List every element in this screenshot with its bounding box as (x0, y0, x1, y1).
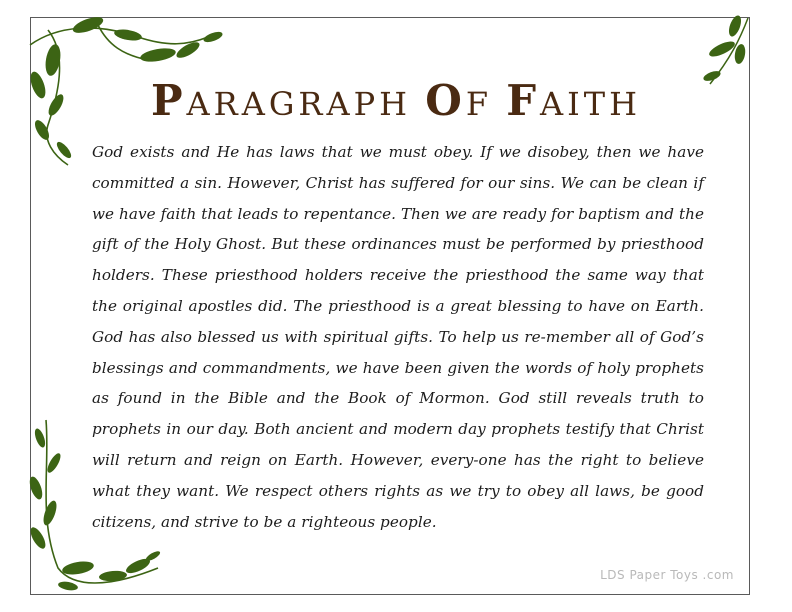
site-credit: LDS Paper Toys .com (600, 568, 734, 582)
page-title (0, 76, 792, 125)
title-word-paragraph: ARAGRAPH (186, 85, 426, 123)
faith-paragraph: God exists and He has laws that we must obey. If we disobey, then we have committed a sin. However, Christ has suffered for our sins. We can be clean if we have faith that leads to repentance. Then we are ready for baptism and the gift of the Holy Ghost. But these ordinances must be performed by priesthood holders. These priesthood holders receive the priesthood the same way that the original apostles did. The priesthood is a great blessing to have on Earth. God has also blessed us with spiritual gifts. To help us re-member all of God’s blessings and commandments, we have been given the words of holy prophets as found in the Bible and the Book of Mormon. God still reveals truth to prophets in our day. Both ancient and modern day prophets testify that Christ will return and reign on Earth. However, every-one has the right to believe what they want. We respect others rights as we try to obey all laws, be good citizens, and strive to be a righteous people. (92, 143, 704, 531)
title-initial-p: P (150, 76, 187, 125)
title-initial-o: O (425, 76, 466, 125)
title-word-of: F (465, 85, 507, 123)
title-initial-f: F (506, 76, 541, 125)
title-word-faith: AITH (540, 85, 642, 123)
